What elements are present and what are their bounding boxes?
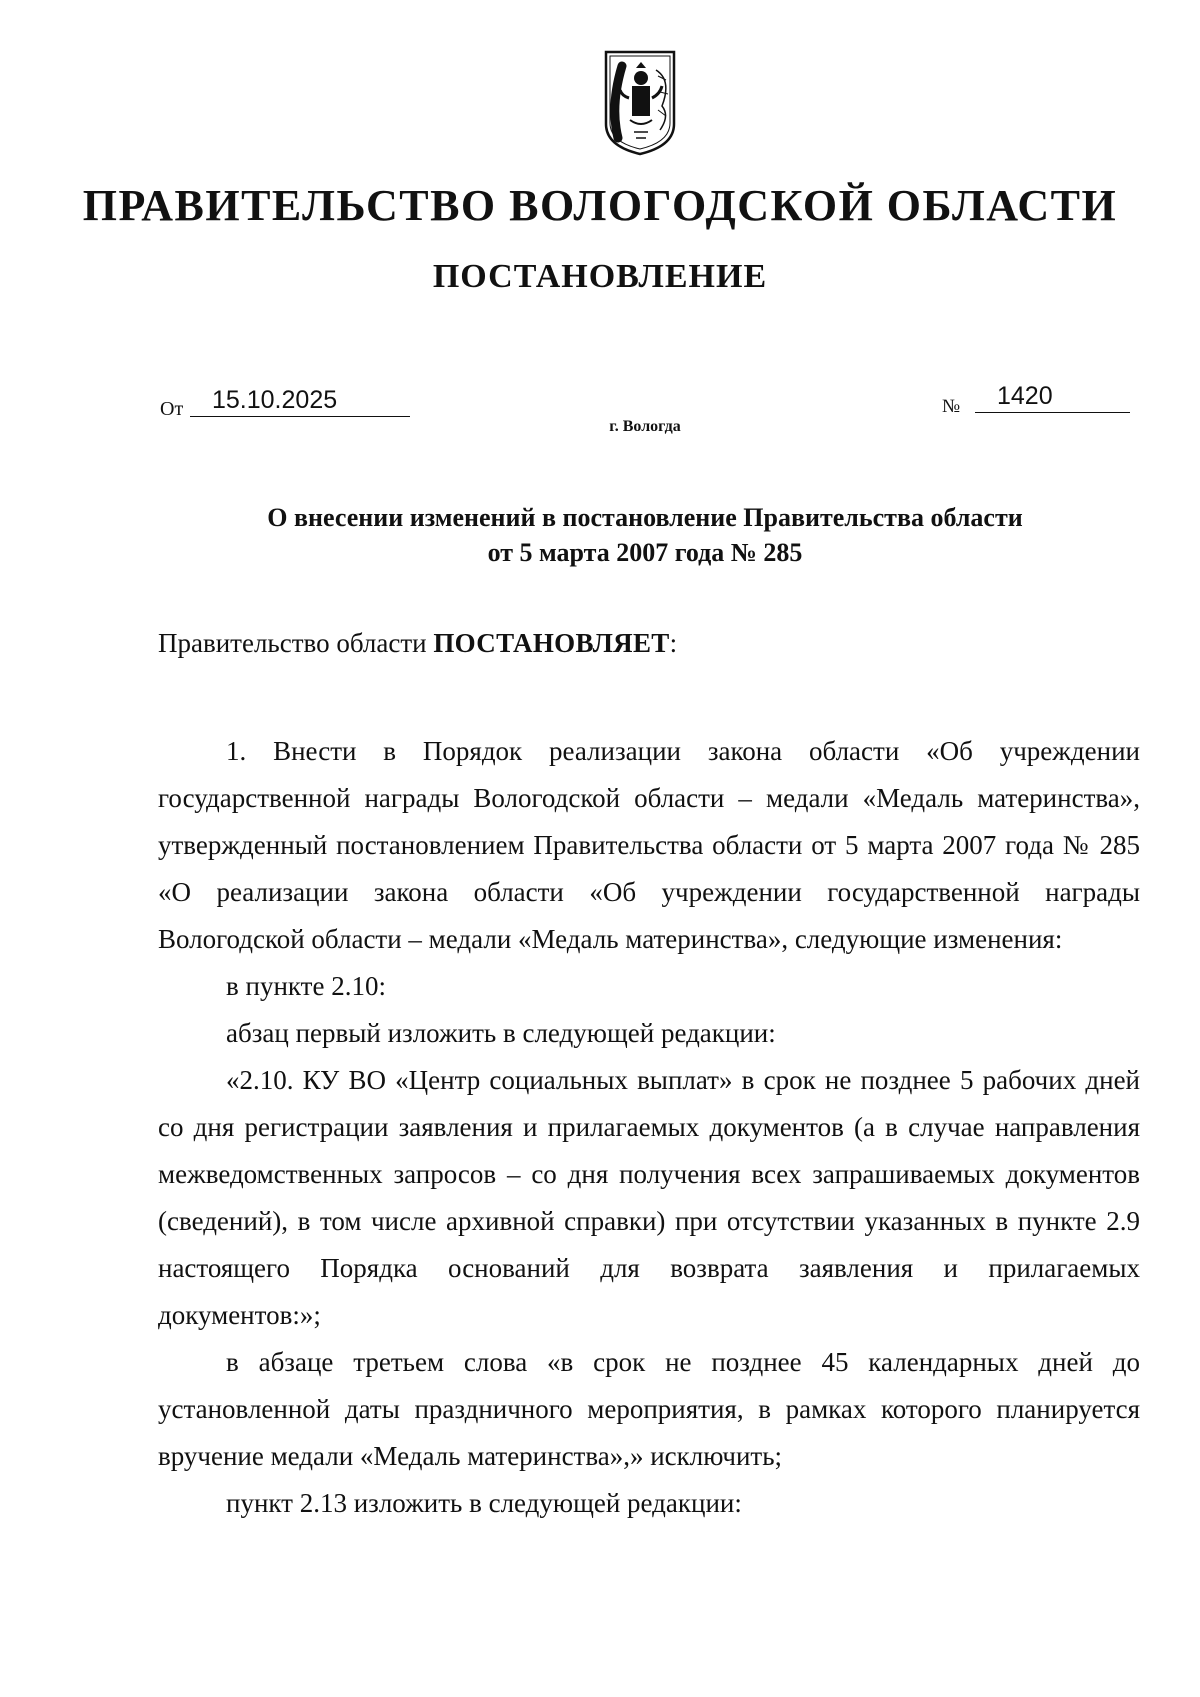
document-subject: [0, 500, 1200, 570]
coat-of-arms-icon: [600, 46, 680, 166]
preamble-suffix: :: [669, 628, 678, 658]
preamble-text: Правительство области: [158, 628, 434, 658]
body-paragraph: в абзаце третьем слова «в срок не позднее 45 календарных дней до установленной даты праздничного мероприятия, в рамках которого планируется вручение медали «Медаль материнства»,» исключить;: [158, 1347, 1140, 1471]
government-title: ПРАВИТЕЛЬСТВО ВОЛОГОДСКОЙ ОБЛАСТИ: [82, 181, 1118, 230]
document-body: [158, 728, 1140, 1527]
document-date: 15.10.2025: [190, 384, 410, 417]
preamble-emphasis: ПОСТАНОВЛЯЕТ: [433, 628, 670, 658]
body-paragraph: 1. Внести в Порядок реализации закона области «Об учреждении государственной награды Вологодской области – медали «Медаль материнства», утвержденный постановлением Правительства области от 5 марта 2007 года № 285 «О реализации закона области «Об учреждении государственной награды Вологодской области – медали «Медаль материнства», следующие изменения:: [158, 736, 1140, 954]
body-paragraph: пункт 2.13 изложить в следующей редакции:: [226, 1488, 742, 1518]
number-prefix: №: [942, 396, 961, 417]
body-paragraph: абзац первый изложить в следующей редакции:: [226, 1018, 776, 1048]
subject-line-1: О внесении изменений в постановление Правительства области: [267, 503, 1023, 532]
city-label: г. Вологда: [609, 418, 681, 435]
document-number: 1420: [975, 380, 1130, 413]
body-paragraph: в пункте 2.10:: [226, 971, 386, 1001]
subject-line-2: от 5 марта 2007 года № 285: [487, 538, 803, 567]
date-prefix: От: [160, 398, 184, 420]
preamble: [158, 628, 677, 659]
body-paragraph: «2.10. КУ ВО «Центр социальных выплат» в срок не позднее 5 рабочих дней со дня регистрации заявления и прилагаемых документов (а в случае направления межведомственных запросов – со дня получения всех запрашиваемых документов (сведений), в том числе архивной справки) при отсутствии указанных в пункте 2.9 настоящего Порядка оснований для возврата заявления и прилагаемых документов:»;: [158, 1065, 1140, 1330]
document-type-title: ПОСТАНОВЛЕНИЕ: [432, 258, 768, 295]
